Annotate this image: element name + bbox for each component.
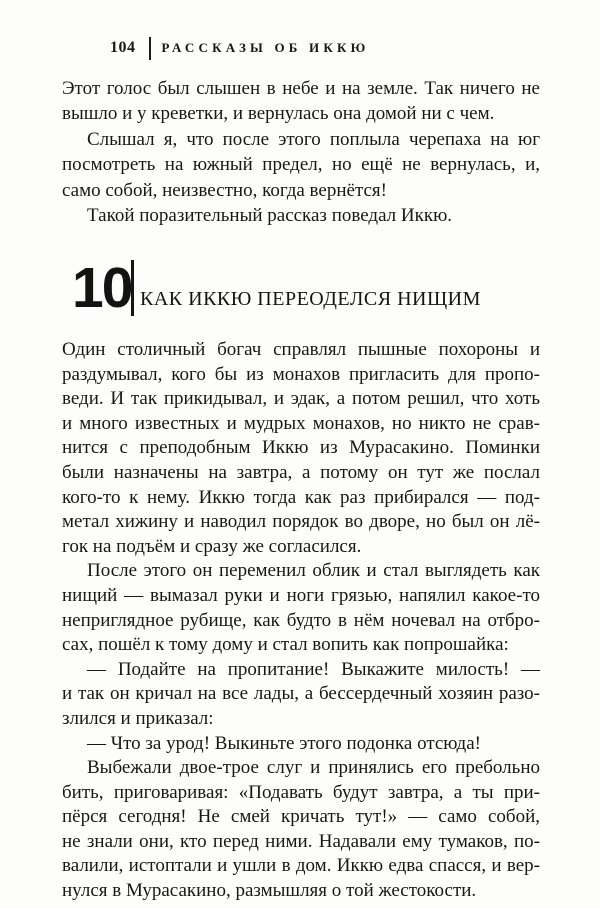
- text-line: вышло и у креветки, и вернулась она домой ни с чем.: [62, 103, 495, 125]
- text-line: само собой, неизвестно, когда вернётся!: [62, 179, 387, 201]
- text-line: сах, пошёл к тому дому и стал вопить как попрошайка:: [62, 634, 509, 656]
- text-line: Этот голос был слышен в небе и на земле. Так ничего не: [62, 78, 540, 99]
- text-line: не знали они, кто перед ними. Надавали ему тумаков, по-: [62, 830, 540, 852]
- text-line: и так он кричал на все лады, а бессердечный хозяин разо-: [62, 683, 540, 705]
- text-line: пёрся сегодня! Не смей кричать тут!» — само собой,: [62, 806, 540, 828]
- chapter-heading: [62, 256, 540, 322]
- text-line: веди. И так прикидывал, и эдак, а потом решил, что хоть: [62, 388, 540, 410]
- header-divider: [149, 37, 151, 60]
- text-line: неприглядное рубище, как будто в нём ночевал на отбро-: [62, 609, 540, 631]
- text-line: валили, истоптали и ушли в дом. Иккю едва спасся, и вер-: [62, 855, 540, 877]
- text-line: были назначены на завтра, а потому он тут же послал: [62, 461, 540, 483]
- text-line: нулся в Мурасакино, размышляя о той жестокости.: [62, 880, 477, 902]
- text-line: и много известных и мудрых монахов, но никто не срав-: [62, 412, 540, 434]
- text-line: нищий — вымазал руки и ноги грязью, напялил какое-то: [62, 584, 540, 606]
- text-line: Один столичный богач справлял пышные похороны и: [62, 339, 540, 360]
- running-header: [110, 34, 369, 62]
- story-text-block: [62, 338, 540, 904]
- text-line: — Подайте на пропитание! Выкажите милость! —: [87, 658, 540, 680]
- text-line: бить, приговаривая: «Подавать будут завтра, а ты при-: [62, 781, 540, 803]
- intro-text-block: [62, 76, 540, 228]
- chapter-number: 10: [72, 256, 132, 320]
- text-line: метал хижину и наводил порядок во дворе, но был он лё-: [62, 511, 540, 533]
- text-line: Выбежали двое-трое слуг и принялись его пребольно: [87, 757, 540, 779]
- text-line: нится с преподобным Иккю из Мурасакино. Поминки: [62, 437, 540, 459]
- text-line: посмотреть на южный предел, но ещё не вернулась, и,: [62, 154, 540, 176]
- running-title: РАССКАЗЫ ОБ ИККЮ: [161, 40, 370, 55]
- text-line: Такой поразительный рассказ поведал Иккю.: [87, 205, 453, 227]
- chapter-divider: [131, 260, 134, 316]
- text-line: Слышал я, что после этого поплыла черепаха на юг: [87, 128, 540, 150]
- chapter-title: КАК ИККЮ ПЕРЕОДЕЛСЯ НИЩИМ: [140, 288, 481, 310]
- text-line: — Что за урод! Выкиньте этого подонка отсюда!: [87, 732, 481, 754]
- text-line: кого-то к нему. Иккю тогда как раз прибирался — под-: [62, 486, 540, 508]
- text-line: После этого он переменил облик и стал выглядеть как: [87, 560, 540, 582]
- text-line: злился и приказал:: [62, 707, 214, 729]
- page-number: 104: [110, 39, 136, 56]
- text-line: гок на подъём и сразу же согласился.: [62, 535, 362, 557]
- text-line: раздумывал, кого бы из монахов пригласить для пропо-: [62, 363, 540, 385]
